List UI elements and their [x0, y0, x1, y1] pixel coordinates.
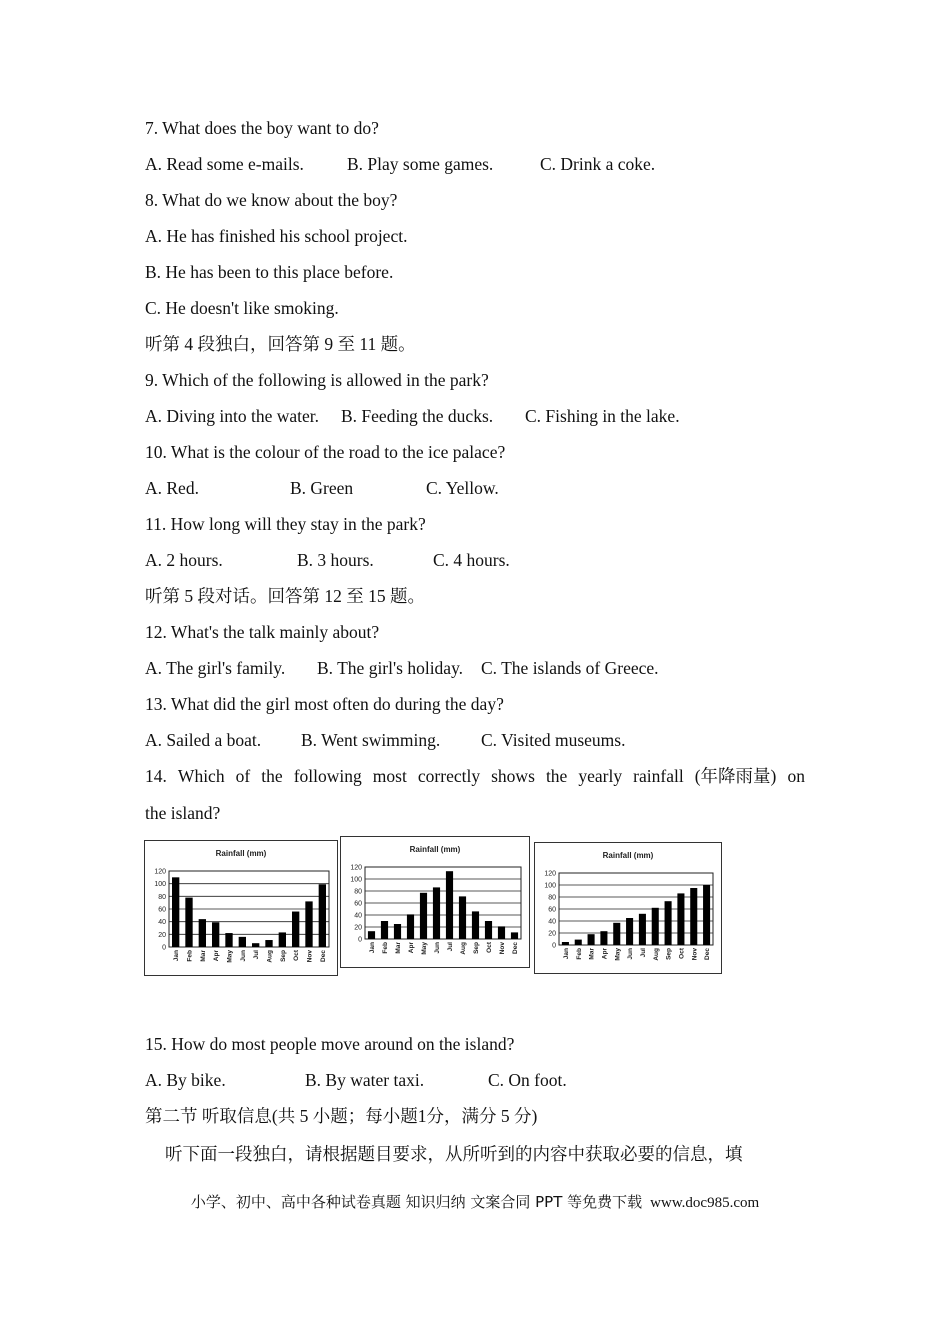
- bar-mar: [199, 919, 206, 947]
- question-14-word: of: [235, 766, 251, 786]
- question-8-option-b: B. He has been to this place before.: [145, 262, 394, 282]
- rainfall-charts: [144, 836, 734, 982]
- bar-sep: [472, 911, 479, 939]
- x-tick-label: Aug: [266, 950, 274, 963]
- question-13: 13. What did the girl most often do during the day?: [145, 694, 504, 714]
- option-c: C. Yellow.: [426, 478, 499, 498]
- part-2-instruction: 听下面一段独白，请根据题目要求，从所听到的内容中获取必要的信息，填: [165, 1144, 743, 1164]
- y-tick-label: 120: [350, 864, 362, 872]
- bar-oct: [485, 921, 492, 939]
- option-b: B. Green: [290, 478, 354, 498]
- option-a: A. Sailed a boat.: [145, 730, 262, 750]
- option-b: B. By water taxi.: [305, 1070, 425, 1090]
- y-tick-label: 120: [154, 868, 166, 876]
- page-footer: [0, 1191, 950, 1212]
- rainfall-chart-a: [144, 840, 338, 976]
- section-5-instruction: 听第 5 段对话。回答第 12 至 15 题。: [145, 586, 425, 606]
- bar-aug: [265, 940, 272, 947]
- x-tick-label: Aug: [460, 942, 467, 955]
- bar-apr: [407, 914, 414, 939]
- y-tick-label: 80: [158, 893, 166, 901]
- x-tick-label: Dec: [319, 950, 327, 962]
- section-4-instruction: 听第 4 段独白，回答第 9 至 11 题。: [145, 334, 416, 354]
- question-14-line2: the island?: [145, 803, 221, 823]
- x-tick-label: Jan: [173, 950, 181, 962]
- bar-jul: [252, 943, 259, 947]
- y-tick-label: 100: [350, 876, 362, 884]
- bar-nov: [305, 901, 312, 947]
- y-tick-label: 100: [544, 882, 556, 890]
- y-tick-label: 60: [354, 900, 362, 908]
- option-c: C. 4 hours.: [433, 550, 510, 570]
- question-14-word: most: [372, 766, 407, 786]
- option-a: A. Read some e-mails.: [145, 154, 304, 174]
- x-tick-label: Jun: [239, 950, 247, 962]
- x-tick-label: Sep: [665, 948, 673, 960]
- x-tick-label: Apr: [213, 950, 221, 962]
- x-tick-label: Oct: [486, 942, 493, 953]
- x-tick-label: Apr: [601, 948, 609, 960]
- option-a: A. The girl's family.: [145, 658, 286, 678]
- question-14-word: on: [787, 766, 805, 786]
- x-tick-label: Jan: [562, 948, 570, 960]
- footer-url: www.doc985.com: [650, 1195, 760, 1211]
- bar-nov: [690, 888, 697, 945]
- bar-mar: [588, 934, 595, 945]
- question-7: 7. What does the boy want to do?: [145, 118, 379, 138]
- x-tick-label: Jul: [447, 942, 454, 952]
- y-tick-label: 60: [548, 906, 556, 914]
- y-tick-label: 80: [354, 888, 362, 896]
- part-2-title: 第二节 听取信息(共 5 小题；每小题1分，满分 5 分): [145, 1106, 538, 1126]
- bar-feb: [381, 921, 388, 939]
- chart-title: Rainfall (mm): [409, 845, 461, 854]
- rainfall-chart-c: [534, 842, 722, 974]
- y-tick-label: 0: [552, 942, 556, 950]
- question-14-word: following: [293, 766, 362, 786]
- bar-mar: [394, 924, 401, 939]
- option-a: A. Red.: [145, 478, 199, 498]
- x-tick-label: Jul: [253, 950, 261, 960]
- bar-may: [420, 893, 427, 939]
- option-b: B. Play some games.: [347, 154, 494, 174]
- question-14-word: shows: [491, 766, 535, 786]
- question-14-word: the: [545, 766, 568, 786]
- question-15: 15. How do most people move around on the island?: [145, 1034, 515, 1054]
- x-tick-label: Feb: [382, 942, 389, 954]
- bar-jan: [172, 877, 179, 947]
- bar-jul: [446, 871, 453, 939]
- option-c: C. Fishing in the lake.: [525, 406, 680, 426]
- x-tick-label: Feb: [186, 950, 194, 962]
- bar-dec: [703, 885, 710, 945]
- bar-sep: [665, 901, 672, 945]
- y-tick-label: 20: [158, 931, 166, 939]
- option-c: C. Visited museums.: [481, 730, 626, 750]
- x-tick-label: Sep: [279, 950, 287, 962]
- question-11: 11. How long will they stay in the park?: [145, 514, 426, 534]
- bar-jun: [433, 887, 440, 939]
- bar-may: [225, 933, 232, 947]
- x-tick-label: Mar: [395, 942, 402, 954]
- option-c: C. On foot.: [488, 1070, 567, 1090]
- question-10: 10. What is the colour of the road to the ice palace?: [145, 442, 506, 462]
- question-14-word: the: [261, 766, 283, 786]
- bar-dec: [511, 932, 518, 939]
- bar-jul: [639, 914, 646, 945]
- question-14-word: Which: [177, 766, 225, 786]
- x-tick-label: Dec: [512, 942, 519, 954]
- bar-dec: [319, 884, 326, 947]
- y-tick-label: 120: [544, 870, 556, 878]
- x-tick-label: Nov: [691, 948, 699, 961]
- question-14-word: correctly: [417, 766, 481, 786]
- x-tick-label: Jul: [639, 948, 647, 958]
- option-c: C. Drink a coke.: [540, 154, 656, 174]
- x-tick-label: Oct: [293, 950, 301, 961]
- option-a: A. By bike.: [145, 1070, 226, 1090]
- y-tick-label: 100: [154, 881, 166, 889]
- bar-aug: [459, 896, 466, 939]
- bar-nov: [498, 926, 505, 939]
- option-b: B. Went swimming.: [301, 730, 441, 750]
- question-8-option-c: C. He doesn't like smoking.: [145, 298, 339, 318]
- x-tick-label: Nov: [306, 950, 314, 963]
- question-14-line1: [145, 765, 805, 787]
- bar-apr: [600, 931, 607, 945]
- bar-may: [613, 923, 620, 945]
- x-tick-label: Jun: [627, 948, 635, 960]
- question-14-word: 14.: [145, 766, 167, 786]
- bar-jan: [562, 942, 569, 945]
- option-c: C. The islands of Greece.: [481, 658, 659, 678]
- option-b: B. The girl's holiday.: [317, 658, 464, 678]
- y-tick-label: 80: [548, 894, 556, 902]
- y-tick-label: 20: [548, 930, 556, 938]
- bar-feb: [185, 898, 192, 947]
- x-tick-label: Mar: [588, 948, 596, 960]
- footer-text: 小学、初中、高中各种试卷真题 知识归纳 文案合同 PPT 等免费下载: [190, 1193, 643, 1211]
- x-tick-label: Oct: [678, 948, 686, 959]
- x-tick-label: Nov: [499, 942, 506, 955]
- bar-jan: [368, 931, 375, 939]
- x-tick-label: Dec: [704, 948, 712, 960]
- question-8-option-a: A. He has finished his school project.: [145, 226, 408, 246]
- x-tick-label: May: [614, 948, 622, 961]
- x-tick-label: Jun: [434, 942, 441, 954]
- y-tick-label: 40: [548, 918, 556, 926]
- option-a: A. 2 hours.: [145, 550, 223, 570]
- y-tick-label: 20: [354, 924, 362, 932]
- question-14-word: (年降雨量): [694, 766, 777, 786]
- question-12: 12. What's the talk mainly about?: [145, 622, 380, 642]
- question-9: 9. Which of the following is allowed in the park?: [145, 370, 489, 390]
- option-b: B. 3 hours.: [297, 550, 374, 570]
- x-tick-label: Mar: [199, 950, 207, 962]
- x-tick-label: Sep: [473, 942, 480, 954]
- y-tick-label: 0: [162, 944, 166, 952]
- bar-jun: [239, 937, 246, 947]
- bar-apr: [212, 922, 219, 947]
- bar-feb: [575, 940, 582, 945]
- bar-oct: [677, 893, 684, 945]
- question-14-word: yearly: [578, 766, 623, 786]
- x-tick-label: Jan: [369, 942, 376, 954]
- x-tick-label: Aug: [652, 948, 660, 961]
- question-14-word: rainfall: [633, 766, 684, 786]
- y-tick-label: 60: [158, 906, 166, 914]
- question-8: 8. What do we know about the boy?: [145, 190, 398, 210]
- chart-title: Rainfall (mm): [602, 851, 654, 860]
- bar-sep: [279, 932, 286, 947]
- x-tick-label: May: [226, 950, 234, 963]
- y-tick-label: 40: [354, 912, 362, 920]
- option-a: A. Diving into the water.: [145, 406, 320, 426]
- x-tick-label: May: [421, 942, 428, 955]
- bar-jun: [626, 918, 633, 945]
- rainfall-chart-b: [340, 836, 530, 968]
- bar-oct: [292, 912, 299, 947]
- y-tick-label: 40: [158, 919, 166, 927]
- x-tick-label: Apr: [408, 942, 415, 954]
- bar-aug: [652, 908, 659, 945]
- y-tick-label: 0: [358, 936, 362, 944]
- chart-title: Rainfall (mm): [215, 849, 267, 858]
- x-tick-label: Feb: [575, 948, 583, 960]
- option-b: B. Feeding the ducks.: [341, 406, 494, 426]
